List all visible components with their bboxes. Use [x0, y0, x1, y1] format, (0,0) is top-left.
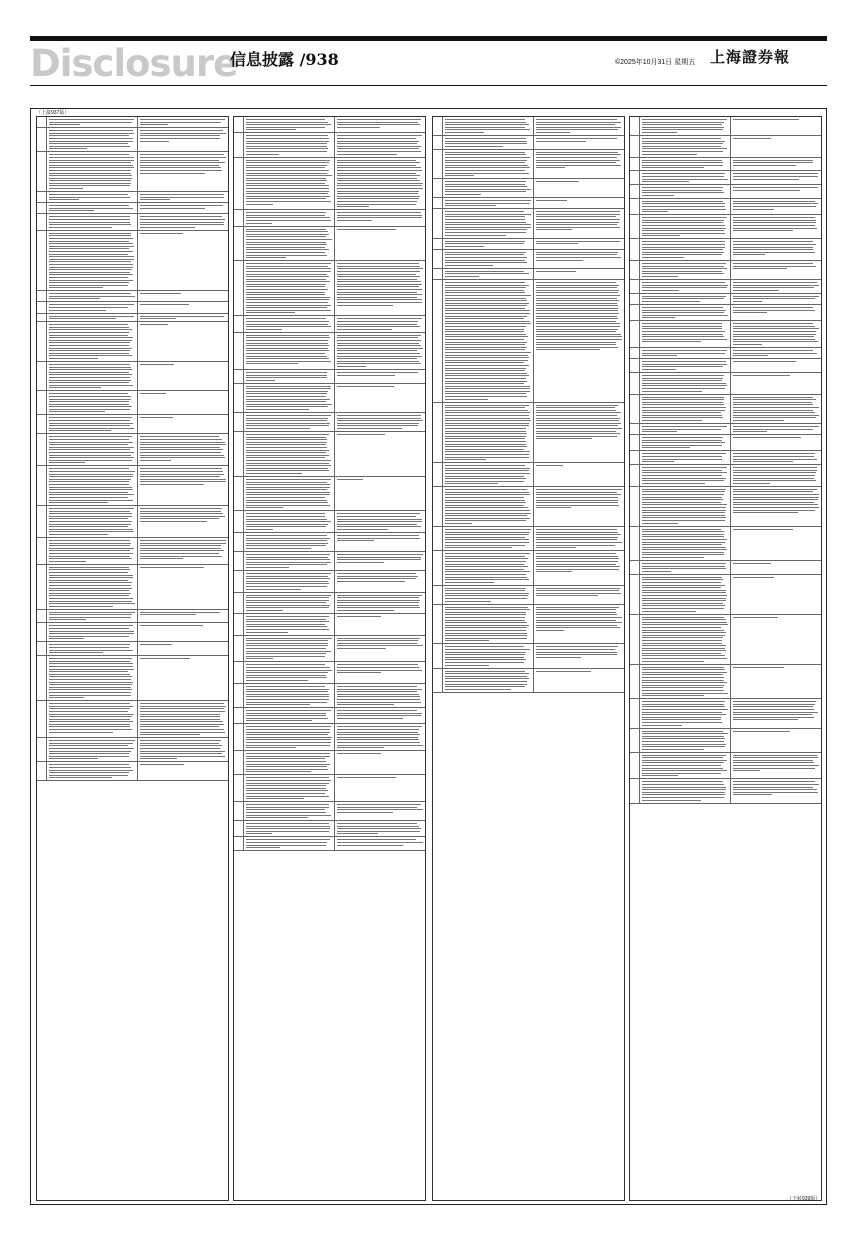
- table-row: [630, 348, 821, 359]
- table-row: [37, 128, 228, 152]
- table-row: [37, 623, 228, 642]
- table-row: [630, 279, 821, 293]
- table-row: [37, 738, 228, 762]
- table-row: [630, 728, 821, 752]
- table-row: [433, 551, 624, 586]
- table-row: [234, 635, 425, 662]
- comparison-table: [630, 117, 821, 804]
- table-row: [630, 135, 821, 157]
- table-row: [234, 133, 425, 157]
- table-row: [630, 664, 821, 699]
- table-row: [37, 656, 228, 701]
- table-row: [433, 585, 624, 604]
- table-row: [234, 369, 425, 383]
- table-row: [630, 239, 821, 261]
- table-row: [234, 662, 425, 684]
- table-row: [234, 511, 425, 533]
- table-row: [37, 214, 228, 230]
- table-row: [433, 249, 624, 268]
- table-row: [433, 402, 624, 462]
- table-row: [234, 570, 425, 592]
- table-row: [630, 423, 821, 434]
- table-row: [37, 322, 228, 362]
- table-row: [234, 413, 425, 432]
- table-row: [433, 668, 624, 692]
- table-row: [234, 708, 425, 724]
- table-row: [234, 592, 425, 614]
- comparison-table: [433, 117, 624, 693]
- table-row: [630, 215, 821, 239]
- table-row: [37, 302, 228, 313]
- table-row: [630, 185, 821, 199]
- table-row: [630, 117, 821, 135]
- table-row: [630, 465, 821, 487]
- table-row: [234, 751, 425, 775]
- table-row: [37, 152, 228, 192]
- table-row: [37, 538, 228, 565]
- table-row: [630, 394, 821, 423]
- comparison-table: [234, 117, 425, 851]
- table-row: [630, 359, 821, 373]
- table-row: [37, 466, 228, 506]
- table-row: [433, 209, 624, 238]
- table-row: [234, 332, 425, 369]
- table-row: [433, 463, 624, 487]
- table-row: [630, 293, 821, 304]
- masthead: [30, 44, 827, 84]
- table-row: [37, 291, 228, 302]
- table-row: [433, 644, 624, 668]
- brand-wordmark: Disclosure: [30, 42, 238, 85]
- table-row: [433, 487, 624, 527]
- table-row: [234, 837, 425, 851]
- table-row: [234, 226, 425, 261]
- table-row: [37, 203, 228, 214]
- continued-from-note: （上接937版）: [36, 110, 70, 116]
- table-row: [234, 117, 425, 133]
- table-row: [630, 699, 821, 728]
- issue-date: ©2025年10月31日 星期五: [615, 59, 696, 66]
- table-row: [630, 614, 821, 664]
- header-rule: [30, 85, 827, 86]
- table-row: [37, 609, 228, 623]
- newspaper-name: 上海證券報: [710, 48, 791, 66]
- top-rule: [30, 36, 827, 41]
- table-row: [630, 321, 821, 348]
- continued-to-note: （下转939版）: [787, 1196, 821, 1202]
- comparison-table: [37, 117, 228, 781]
- table-row: [37, 391, 228, 415]
- table-row: [630, 779, 821, 803]
- table-row: [234, 432, 425, 477]
- table-row: [630, 451, 821, 465]
- table-row: [630, 435, 821, 451]
- table-row: [630, 574, 821, 614]
- text-column-3: [432, 116, 625, 1201]
- table-row: [433, 279, 624, 402]
- table-row: [433, 135, 624, 149]
- table-row: [433, 238, 624, 249]
- table-row: [433, 268, 624, 279]
- table-row: [234, 775, 425, 802]
- table-row: [234, 724, 425, 751]
- table-row: [630, 304, 821, 320]
- table-row: [630, 171, 821, 185]
- table-row: [630, 260, 821, 279]
- table-row: [234, 802, 425, 821]
- text-column-4: [629, 116, 822, 1201]
- text-column-1: [36, 116, 229, 1201]
- table-row: [433, 149, 624, 178]
- table-row: [234, 210, 425, 226]
- table-row: [37, 564, 228, 609]
- table-row: [234, 316, 425, 332]
- table-row: [37, 642, 228, 656]
- table-row: [630, 486, 821, 526]
- table-row: [630, 373, 821, 395]
- table-row: [37, 506, 228, 538]
- table-row: [37, 701, 228, 738]
- table-row: [433, 117, 624, 135]
- table-row: [37, 313, 228, 322]
- table-row: [630, 157, 821, 171]
- table-row: [37, 434, 228, 466]
- table-row: [37, 117, 228, 128]
- table-row: [433, 198, 624, 209]
- table-row: [630, 198, 821, 214]
- table-row: [234, 551, 425, 570]
- text-column-2: [233, 116, 426, 1201]
- table-row: [630, 752, 821, 779]
- table-row: [234, 261, 425, 316]
- table-row: [37, 230, 228, 290]
- table-row: [433, 179, 624, 198]
- table-row: [37, 415, 228, 434]
- table-row: [234, 614, 425, 636]
- table-row: [433, 527, 624, 551]
- table-row: [234, 683, 425, 707]
- table-row: [37, 361, 228, 390]
- table-row: [37, 192, 228, 203]
- page-title: 信息披露 /938: [230, 50, 339, 69]
- table-row: [234, 821, 425, 837]
- table-row: [234, 157, 425, 210]
- table-row: [234, 476, 425, 511]
- table-row: [433, 604, 624, 644]
- table-row: [234, 533, 425, 552]
- table-row: [234, 383, 425, 412]
- table-row: [630, 561, 821, 575]
- table-row: [37, 762, 228, 781]
- table-row: [630, 526, 821, 561]
